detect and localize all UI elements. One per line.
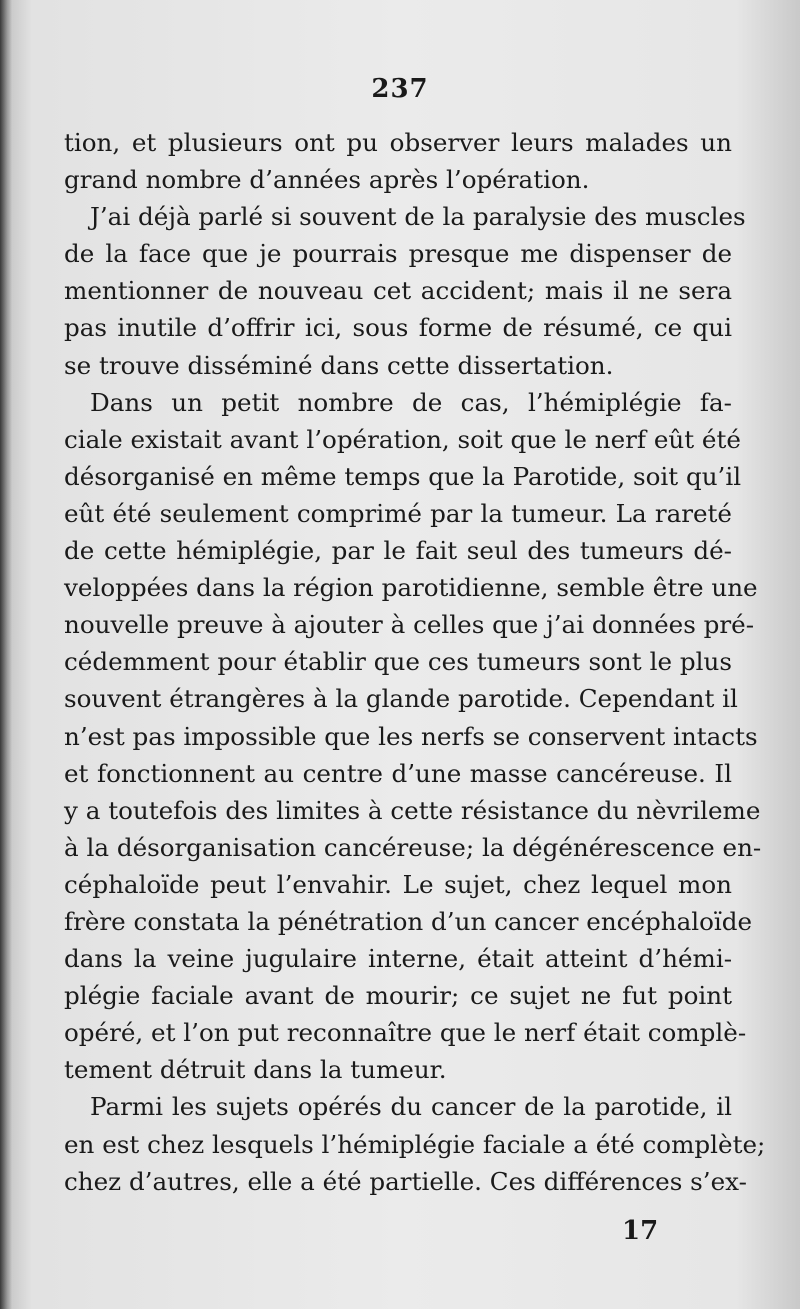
- paragraph: [64, 198, 746, 383]
- text-line: opéré, et l’on put reconnaître que le nerf était complè-: [64, 1018, 747, 1048]
- binding-shadow: [0, 0, 12, 1309]
- text-line: y a toutefois des limites à cette résistance du nèvrileme: [64, 795, 761, 825]
- text-line: et fonctionnent au centre d’une masse cancéreuse. Il: [64, 758, 732, 788]
- text-line: en est chez lesquels l’hémiplégie faciale a été complète;: [64, 1129, 766, 1159]
- text-line: tement détruit dans la tumeur.: [64, 1055, 447, 1085]
- text-line: dans la veine jugulaire interne, était atteint d’hémi-: [64, 944, 732, 974]
- text-line: eût été seulement comprimé par la tumeur. La rareté: [64, 498, 732, 528]
- text-line: se trouve disséminé dans cette dissertation.: [64, 350, 614, 380]
- paragraph: [64, 124, 732, 198]
- text-line: souvent étrangères à la glande parotide. Cependant il: [64, 684, 738, 714]
- text-line: Parmi les sujets opérés du cancer de la parotide, il: [90, 1092, 732, 1122]
- text-line: veloppées dans la région parotidienne, semble être une: [64, 573, 758, 603]
- text-line: cédemment pour établir que ces tumeurs sont le plus: [64, 647, 732, 677]
- text-line: de cette hémiplégie, par le fait seul des tumeurs dé-: [64, 536, 732, 566]
- text-line: désorganisé en même temps que la Parotide, soit qu’il: [64, 461, 742, 491]
- text-line: ciale existait avant l’opération, soit que le nerf eût été: [64, 424, 741, 454]
- text-line: frère constata la pénétration d’un cancer encéphaloïde: [64, 906, 753, 936]
- text-line: chez d’autres, elle a été partielle. Ces différences s’ex-: [64, 1166, 747, 1196]
- text-line: mentionner de nouveau cet accident; mais il ne sera: [64, 276, 732, 306]
- paragraph: [64, 1088, 766, 1199]
- text-line: pas inutile d’offrir ici, sous forme de résumé, ce qui: [64, 313, 732, 343]
- text-line: grand nombre d’années après l’opération.: [64, 165, 590, 195]
- text-line: de la face que je pourrais presque me dispenser de: [64, 239, 732, 269]
- signature-mark: 17: [622, 1216, 659, 1246]
- text-line: tion, et plusieurs ont pu observer leurs malades un: [64, 128, 732, 157]
- text-line: plégie faciale avant de mourir; ce sujet ne fut point: [64, 981, 732, 1011]
- text-line: J’ai déjà parlé si souvent de la paralysie des muscles: [90, 202, 746, 232]
- text-line: nouvelle preuve à ajouter à celles que j’ai données pré-: [64, 610, 755, 640]
- page-number: 237: [371, 74, 429, 104]
- text-line: céphaloïde peut l’envahir. Le sujet, chez lequel mon: [64, 869, 732, 899]
- text-line: n’est pas impossible que les nerfs se conservent intacts: [64, 721, 758, 751]
- text-line: Dans un petit nombre de cas, l’hémiplégie fa-: [90, 387, 732, 417]
- paragraph: [64, 384, 762, 1089]
- text-line: à la désorganisation cancéreuse; la dégénérescence en-: [64, 832, 762, 862]
- body-text: [64, 124, 766, 1200]
